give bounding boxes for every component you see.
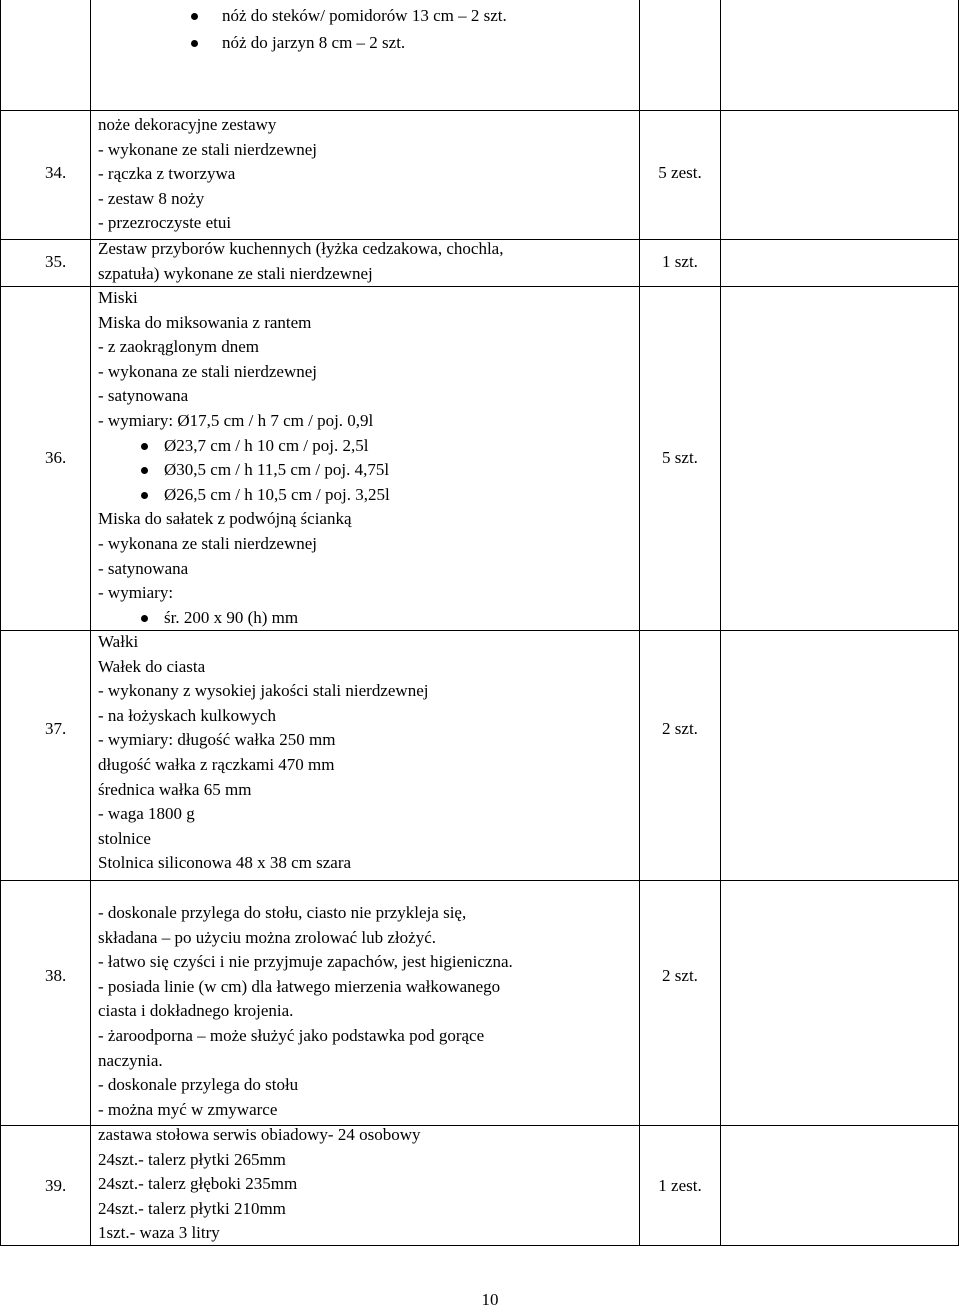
row-quantity: 1 szt. [662,252,698,271]
description-line: - doskonale przylega do stołu, ciasto nie przykleja się, [98,903,467,922]
description-line: ciasta i dokładnego krojenia. [98,1001,294,1021]
bullet-icon [141,443,148,450]
table-border-right [958,0,959,1246]
page-number: 10 [481,1290,499,1309]
bullet-icon [141,615,148,622]
description-row-38 [98,901,638,1122]
row-number: 36. [45,448,67,467]
description-line: szpatuła) wykonane ze stali nierdzewnej [98,263,373,283]
description-line: - satynowana [98,558,189,578]
row-number: 39. [45,1176,67,1195]
description-line: - żaroodporna – może służyć jako podstawka pod gorące [98,1025,485,1045]
description-line: - waga 1800 g [98,804,195,824]
description-line: - łatwo się czyści i nie przyjmuje zapachów, jest higieniczna. [98,952,513,972]
list-item-text: nóż do jarzyn 8 cm – 2 szt. [222,33,406,52]
description-line: naczynia. [98,1050,163,1070]
row-divider [0,880,959,881]
row-number: 34. [45,163,67,182]
bullet-icon [191,13,198,20]
description-line: 24szt.- talerz płytki 265mm [98,1149,286,1169]
list-item [98,434,638,459]
description-line: średnica wałka 65 mm [98,779,252,799]
row-number: 35. [45,252,67,271]
description-line: - wykonany z wysokiej jakości stali nierdzewnej [98,681,429,701]
description-line: - wymiary: [98,583,174,603]
table-border-left [0,0,1,1246]
description-line: - wykonana ze stali nierdzewnej [98,361,318,381]
description-line: składana – po użyciu można zrolować lub złożyć. [98,927,436,947]
description-line: Miski [98,288,138,307]
description-line: stolnice [98,828,151,848]
list-item [222,31,405,56]
row-number: 37. [45,719,67,738]
description-line: Ø23,7 cm / h 10 cm / poj. 2,5l [164,435,369,455]
description-line: noże dekoracyjne zestawy [98,115,277,134]
description-line: - można myć w zmywarce [98,1099,278,1119]
bullet-icon [141,467,148,474]
description-line: Miska do sałatek z podwójną ścianką [98,509,352,529]
description-row-37 [98,630,638,876]
list-item [98,606,638,631]
description-line: zastawa stołowa serwis obiadowy- 24 osobowy [98,1125,421,1144]
description-line: - satynowana [98,386,189,406]
column-divider [90,0,91,1246]
list-item [222,4,507,29]
description-line: Stolnica siliconowa 48 x 38 cm szara [98,853,352,873]
description-line: Ø26,5 cm / h 10,5 cm / poj. 3,25l [164,484,390,504]
row-quantity: 5 zest. [658,163,702,182]
description-line: - na łożyskach kulkowych [98,705,276,725]
row-number: 38. [45,966,67,985]
description-line: - doskonale przylega do stołu [98,1075,299,1095]
row-divider [0,110,959,111]
description-row-36 [98,286,638,630]
description-line: - zestaw 8 noży [98,188,205,208]
description-line: Miska do miksowania z rantem [98,312,312,332]
description-line: - posiada linie (w cm) dla łatwego mierzenia wałkowanego [98,976,501,996]
column-divider [720,0,721,1246]
description-line: Wałek do ciasta [98,656,206,676]
description-line: - z zaokrąglonym dnem [98,337,259,357]
list-item-text: nóż do steków/ pomidorów 13 cm – 2 szt. [222,6,507,25]
description-row-35 [98,237,638,286]
description-row-39 [98,1123,638,1246]
description-line: 1szt.- waza 3 litry [98,1223,220,1243]
description-line: - wykonana ze stali nierdzewnej [98,533,318,553]
row-quantity: 5 szt. [662,448,698,467]
description-line: długość wałka z rączkami 470 mm [98,754,335,774]
bullet-icon [191,40,198,47]
row-quantity: 2 szt. [662,719,698,738]
description-line: Wałki [98,632,139,651]
description-line: - wykonane ze stali nierdzewnej [98,139,318,159]
description-line: 24szt.- talerz płytki 210mm [98,1198,286,1218]
description-line: - wymiary: Ø17,5 cm / h 7 cm / poj. 0,9l [98,410,374,430]
description-line: - rączka z tworzywa [98,164,236,184]
column-divider [639,0,640,1246]
description-line: Zestaw przyborów kuchennych (łyżka cedzakowa, chochla, [98,239,504,258]
list-item [98,483,638,508]
description-line: - przezroczyste etui [98,213,232,233]
description-line: - wymiary: długość wałka 250 mm [98,730,336,750]
description-line: 24szt.- talerz głęboki 235mm [98,1174,298,1194]
row-quantity: 2 szt. [662,966,698,985]
description-line: Ø30,5 cm / h 11,5 cm / poj. 4,75l [164,460,390,480]
description-row-34 [98,113,638,236]
row-quantity: 1 zest. [658,1176,702,1195]
list-item [98,458,638,483]
bullet-icon [141,492,148,499]
description-line: śr. 200 x 90 (h) mm [164,607,299,627]
